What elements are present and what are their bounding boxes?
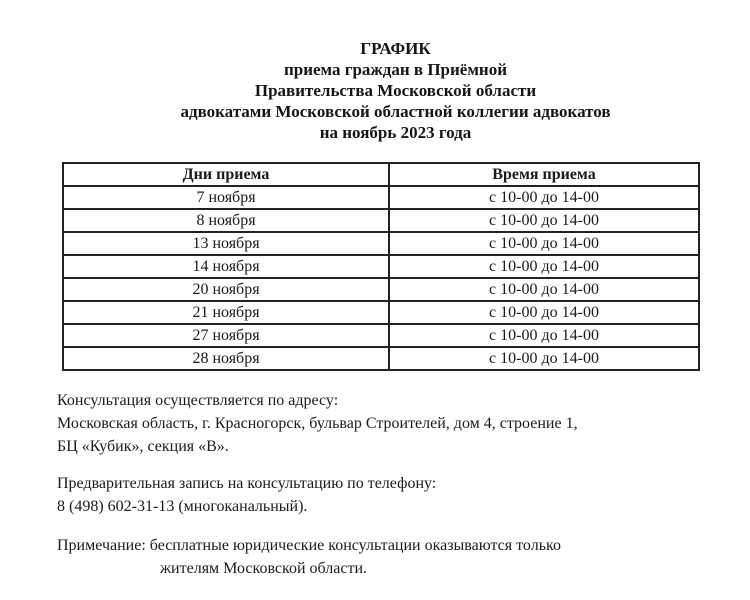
- day-cell: 21 ноября: [63, 301, 389, 324]
- time-cell: с 10-00 до 14-00: [389, 301, 699, 324]
- day-cell: 8 ноября: [63, 209, 389, 232]
- day-cell: 27 ноября: [63, 324, 389, 347]
- time-cell: с 10-00 до 14-00: [389, 278, 699, 301]
- note-paragraph: [57, 534, 698, 580]
- title-line-1: ГРАФИК: [360, 39, 431, 58]
- time-cell: с 10-00 до 14-00: [389, 209, 699, 232]
- table-row: [63, 186, 699, 209]
- table-row: [63, 232, 699, 255]
- table-row: [63, 324, 699, 347]
- address-paragraph: [57, 389, 698, 458]
- day-cell: 7 ноября: [63, 186, 389, 209]
- note-line-1: Примечание: бесплатные юридические консультации оказываются только: [57, 537, 561, 554]
- title-line-2: приема граждан в Приёмной: [283, 60, 508, 79]
- day-cell: 28 ноября: [63, 347, 389, 370]
- time-cell: с 10-00 до 14-00: [389, 186, 699, 209]
- day-cell: 14 ноября: [63, 255, 389, 278]
- schedule-table: [62, 162, 700, 371]
- address-line-2: БЦ «Кубик», секция «В».: [57, 438, 229, 455]
- title-line-3: Правительства Московской области: [254, 81, 537, 100]
- title-line-5: на ноябрь 2023 года: [319, 123, 472, 142]
- table-row: [63, 255, 699, 278]
- booking-heading: Предварительная запись на консультацию по телефону:: [57, 475, 437, 492]
- column-header-time: Время приема: [389, 163, 699, 186]
- table-header-row: [63, 163, 699, 186]
- day-cell: 20 ноября: [63, 278, 389, 301]
- note-line-2: жителям Московской области.: [160, 560, 368, 577]
- table-row: [63, 278, 699, 301]
- time-cell: с 10-00 до 14-00: [389, 255, 699, 278]
- booking-paragraph: [57, 472, 698, 518]
- table-row: [63, 347, 699, 370]
- time-cell: с 10-00 до 14-00: [389, 347, 699, 370]
- time-cell: с 10-00 до 14-00: [389, 324, 699, 347]
- table-row: [63, 209, 699, 232]
- title-line-4: адвокатами Московской областной коллегии адвокатов: [180, 102, 611, 121]
- time-cell: с 10-00 до 14-00: [389, 232, 699, 255]
- table-row: [63, 301, 699, 324]
- address-heading: Консультация осуществляется по адресу:: [57, 392, 339, 409]
- day-cell: 13 ноября: [63, 232, 389, 255]
- address-line-1: Московская область, г. Красногорск, бульвар Строителей, дом 4, строение 1,: [57, 415, 578, 432]
- document-title: [93, 38, 698, 143]
- phone-number: 8 (498) 602-31-13 (многоканальный).: [57, 498, 308, 515]
- column-header-days: Дни приема: [63, 163, 389, 186]
